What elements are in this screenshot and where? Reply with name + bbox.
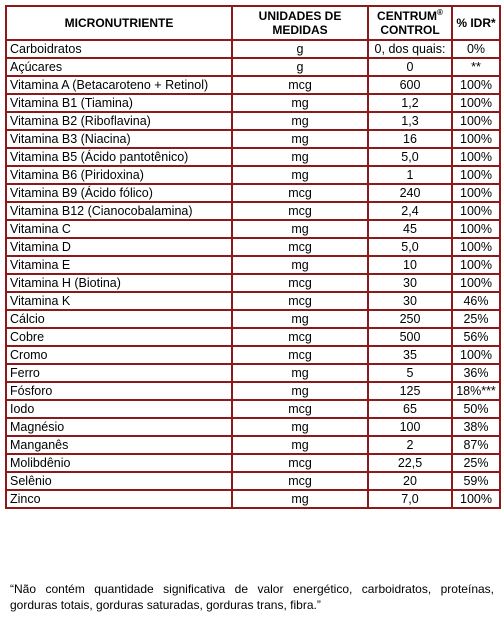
cell-unit: mg [232, 310, 368, 328]
table-row [6, 220, 500, 238]
cell-unit: mcg [232, 202, 368, 220]
table-row [6, 148, 500, 166]
cell-nutrient: Vitamina B1 (Tiamina) [6, 94, 232, 112]
table-row [6, 76, 500, 94]
header-centrum-sub: CONTROL [380, 23, 440, 37]
table-row [6, 274, 500, 292]
cell-idr: 59% [452, 472, 500, 490]
table-row [6, 346, 500, 364]
cell-amount: 5 [368, 364, 452, 382]
cell-amount: 250 [368, 310, 452, 328]
cell-idr: 100% [452, 148, 500, 166]
cell-nutrient: Iodo [6, 400, 232, 418]
cell-unit: mg [232, 382, 368, 400]
cell-idr: 100% [452, 112, 500, 130]
cell-nutrient: Vitamina K [6, 292, 232, 310]
cell-unit: mcg [232, 346, 368, 364]
cell-amount: 600 [368, 76, 452, 94]
cell-idr: 100% [452, 220, 500, 238]
cell-idr: 100% [452, 166, 500, 184]
cell-idr: 100% [452, 94, 500, 112]
cell-unit: mg [232, 256, 368, 274]
cell-nutrient: Vitamina E [6, 256, 232, 274]
cell-nutrient: Cálcio [6, 310, 232, 328]
table-row [6, 400, 500, 418]
cell-idr: 100% [452, 274, 500, 292]
table-row [6, 472, 500, 490]
cell-unit: mcg [232, 292, 368, 310]
cell-nutrient: Vitamina B2 (Riboflavina) [6, 112, 232, 130]
nutrition-table [5, 5, 501, 509]
cell-amount: 2,4 [368, 202, 452, 220]
table-header-row [6, 6, 500, 40]
cell-amount: 100 [368, 418, 452, 436]
cell-amount: 45 [368, 220, 452, 238]
table-row [6, 184, 500, 202]
cell-nutrient: Açúcares [6, 58, 232, 76]
cell-amount: 1 [368, 166, 452, 184]
header-micronutriente: MICRONUTRIENTE [6, 6, 232, 40]
cell-nutrient: Vitamina B9 (Ácido fólico) [6, 184, 232, 202]
cell-amount: 65 [368, 400, 452, 418]
cell-amount: 500 [368, 328, 452, 346]
cell-unit: mcg [232, 76, 368, 94]
footnote: “Não contém quantidade significativa de valor energético, carboidratos, proteínas, gorduras totais, gorduras saturadas, gorduras trans, fibra.” [10, 582, 494, 612]
cell-idr: 100% [452, 346, 500, 364]
cell-idr: 25% [452, 310, 500, 328]
cell-nutrient: Magnésio [6, 418, 232, 436]
cell-amount: 5,0 [368, 148, 452, 166]
cell-amount: 30 [368, 274, 452, 292]
cell-unit: mcg [232, 184, 368, 202]
table-row [6, 436, 500, 454]
table-row [6, 364, 500, 382]
cell-idr: 100% [452, 130, 500, 148]
cell-idr: 18%*** [452, 382, 500, 400]
cell-idr: 100% [452, 76, 500, 94]
header-unidades: UNIDADES DE MEDIDAS [232, 6, 368, 40]
cell-nutrient: Ferro [6, 364, 232, 382]
table-row [6, 166, 500, 184]
table-body [6, 40, 500, 508]
cell-idr: 87% [452, 436, 500, 454]
cell-nutrient: Vitamina B5 (Ácido pantotênico) [6, 148, 232, 166]
table-row [6, 454, 500, 472]
cell-idr: 100% [452, 256, 500, 274]
cell-amount: 1,2 [368, 94, 452, 112]
cell-unit: g [232, 58, 368, 76]
cell-unit: mcg [232, 454, 368, 472]
cell-unit: mg [232, 94, 368, 112]
table-row [6, 328, 500, 346]
cell-amount: 7,0 [368, 490, 452, 508]
cell-unit: g [232, 40, 368, 58]
cell-nutrient: Vitamina B6 (Piridoxina) [6, 166, 232, 184]
table-row [6, 238, 500, 256]
cell-amount: 240 [368, 184, 452, 202]
cell-unit: mcg [232, 274, 368, 292]
cell-nutrient: Molibdênio [6, 454, 232, 472]
cell-nutrient: Vitamina H (Biotina) [6, 274, 232, 292]
cell-nutrient: Vitamina A (Betacaroteno + Retinol) [6, 76, 232, 94]
cell-idr: 38% [452, 418, 500, 436]
cell-amount: 10 [368, 256, 452, 274]
table-row [6, 58, 500, 76]
registered-mark: ® [437, 8, 443, 17]
cell-idr: 0% [452, 40, 500, 58]
cell-amount: 0 [368, 58, 452, 76]
cell-unit: mg [232, 220, 368, 238]
cell-unit: mcg [232, 472, 368, 490]
cell-unit: mg [232, 112, 368, 130]
cell-idr: 36% [452, 364, 500, 382]
cell-nutrient: Vitamina B3 (Niacina) [6, 130, 232, 148]
cell-nutrient: Manganês [6, 436, 232, 454]
table-row [6, 256, 500, 274]
cell-amount: 16 [368, 130, 452, 148]
cell-unit: mcg [232, 400, 368, 418]
cell-amount: 22,5 [368, 454, 452, 472]
cell-unit: mcg [232, 238, 368, 256]
table-row [6, 418, 500, 436]
cell-unit: mg [232, 436, 368, 454]
cell-unit: mg [232, 148, 368, 166]
cell-idr: 100% [452, 202, 500, 220]
cell-nutrient: Cobre [6, 328, 232, 346]
table-row [6, 292, 500, 310]
cell-idr: 100% [452, 184, 500, 202]
cell-amount: 0, dos quais: [368, 40, 452, 58]
cell-amount: 2 [368, 436, 452, 454]
cell-idr: 50% [452, 400, 500, 418]
cell-unit: mg [232, 364, 368, 382]
table-row [6, 112, 500, 130]
cell-amount: 125 [368, 382, 452, 400]
table-row [6, 382, 500, 400]
table-row [6, 310, 500, 328]
cell-nutrient: Cromo [6, 346, 232, 364]
header-idr: % IDR* [452, 6, 500, 40]
cell-idr: ** [452, 58, 500, 76]
table-row [6, 94, 500, 112]
cell-unit: mg [232, 418, 368, 436]
table-row [6, 202, 500, 220]
header-centrum-main: CENTRUM [377, 9, 438, 23]
cell-amount: 30 [368, 292, 452, 310]
cell-amount: 35 [368, 346, 452, 364]
cell-nutrient: Vitamina B12 (Cianocobalamina) [6, 202, 232, 220]
cell-amount: 1,3 [368, 112, 452, 130]
cell-unit: mcg [232, 328, 368, 346]
cell-nutrient: Carboidratos [6, 40, 232, 58]
table-row [6, 130, 500, 148]
cell-amount: 20 [368, 472, 452, 490]
cell-unit: mg [232, 490, 368, 508]
cell-idr: 25% [452, 454, 500, 472]
cell-nutrient: Zinco [6, 490, 232, 508]
header-centrum [368, 6, 452, 40]
cell-unit: mg [232, 130, 368, 148]
table-row [6, 490, 500, 508]
cell-unit: mg [232, 166, 368, 184]
cell-nutrient: Selênio [6, 472, 232, 490]
cell-amount: 5,0 [368, 238, 452, 256]
cell-idr: 100% [452, 238, 500, 256]
cell-nutrient: Fósforo [6, 382, 232, 400]
cell-nutrient: Vitamina D [6, 238, 232, 256]
cell-nutrient: Vitamina C [6, 220, 232, 238]
cell-idr: 46% [452, 292, 500, 310]
table-row [6, 40, 500, 58]
cell-idr: 56% [452, 328, 500, 346]
cell-idr: 100% [452, 490, 500, 508]
